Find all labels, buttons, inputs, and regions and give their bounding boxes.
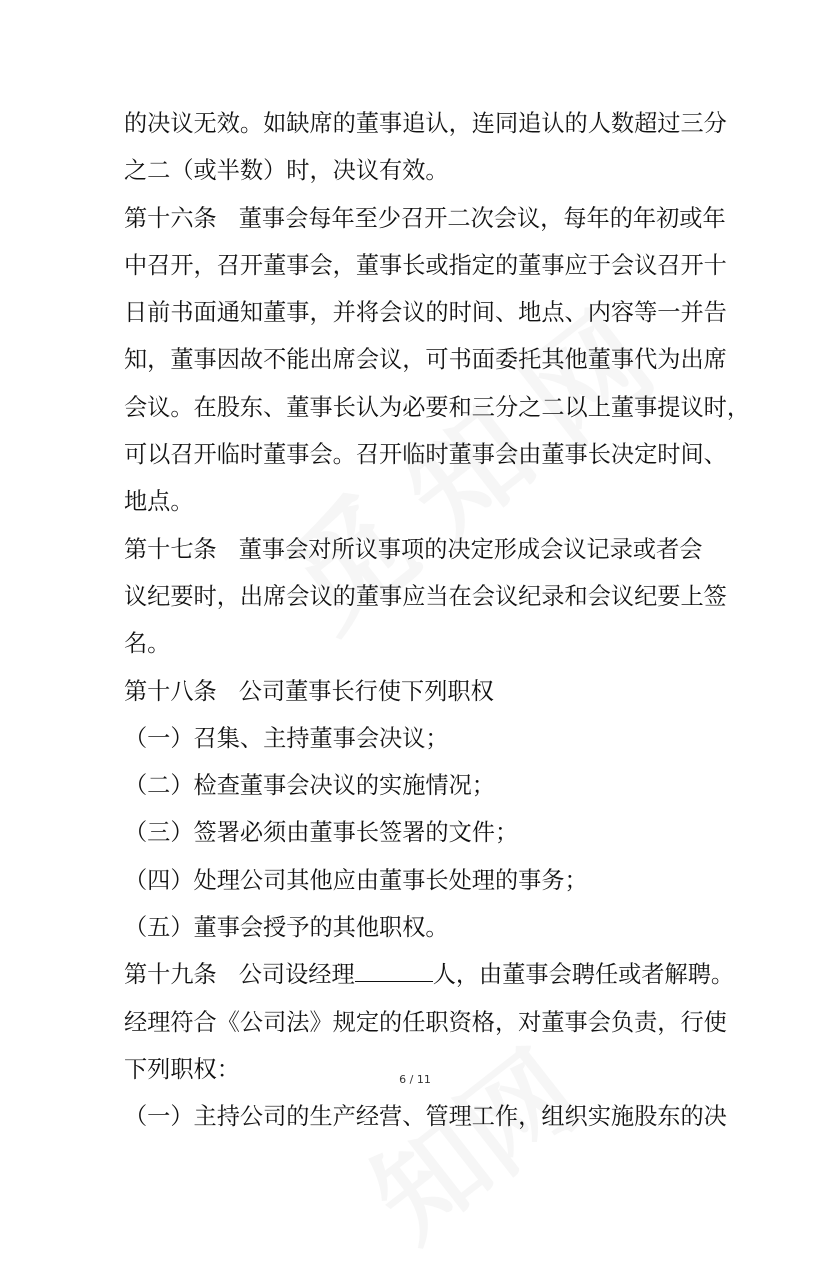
article-number: 第十六条 bbox=[124, 204, 217, 232]
text-line: 经理符合《公司法》规定的任职资格，对董事会负责，行使 bbox=[124, 1008, 727, 1036]
fill-in-blank bbox=[355, 961, 433, 982]
text-line: 知，董事因故不能出席会议，可书面委托其他董事代为出席 bbox=[124, 346, 727, 374]
list-item: （二）检查董事会决议的实施情况； bbox=[124, 772, 495, 800]
article-text: 董事会每年至少召开二次会议，每年的年初或年 bbox=[238, 204, 726, 232]
list-item: （五）董事会授予的其他职权。 bbox=[124, 914, 449, 942]
list-item: （三）签署必须由董事长签署的文件； bbox=[124, 819, 519, 847]
text-line: 下列职权： bbox=[124, 1055, 240, 1083]
article-18-heading bbox=[124, 668, 714, 715]
article-17-heading bbox=[124, 526, 714, 573]
list-item: （四）处理公司其他应由董事长处理的事务； bbox=[124, 866, 588, 894]
text-line: 地点。 bbox=[124, 488, 194, 516]
article-text: 公司董事长行使下列职权 bbox=[238, 677, 494, 705]
article-number: 第十八条 bbox=[124, 677, 217, 705]
document-body bbox=[124, 100, 751, 1141]
article-16-heading bbox=[124, 195, 726, 242]
text-line: 的决议无效。如缺席的董事追认，连同追认的人数超过三分 bbox=[124, 110, 727, 137]
article-text: 人，由董事会聘任或者解聘。 bbox=[432, 961, 735, 989]
text-line: 中召开，召开董事会，董事长或指定的董事应于会议召开十 bbox=[124, 251, 727, 279]
article-number: 第十七条 bbox=[124, 535, 217, 563]
text-line: 之二（或半数）时，决议有效。 bbox=[124, 157, 449, 185]
article-number: 第十九条 bbox=[124, 961, 217, 989]
text-line: 会议。在股东、董事长认为必要和三分之二以上董事提议时， bbox=[124, 393, 751, 421]
list-item: （一）主持公司的生产经营、管理工作，组织实施股东的决 bbox=[124, 1103, 727, 1131]
text-line: 名。 bbox=[124, 630, 171, 658]
text-line: 日前书面通知董事，并将会议的时间、地点、内容等一并告 bbox=[124, 299, 727, 327]
page-number: 6 / 11 bbox=[399, 1073, 431, 1086]
article-text: 公司设经理 bbox=[238, 961, 355, 989]
article-text: 董事会对所议事项的决定形成会议记录或者会 bbox=[238, 535, 703, 563]
list-item: （一）召集、主持董事会决议； bbox=[124, 724, 449, 752]
text-line: 议纪要时，出席会议的董事应当在会议纪录和会议纪要上签 bbox=[124, 582, 727, 610]
article-19-heading bbox=[124, 951, 735, 998]
text-line: 可以召开临时董事会。召开临时董事会由董事长决定时间、 bbox=[124, 441, 727, 469]
